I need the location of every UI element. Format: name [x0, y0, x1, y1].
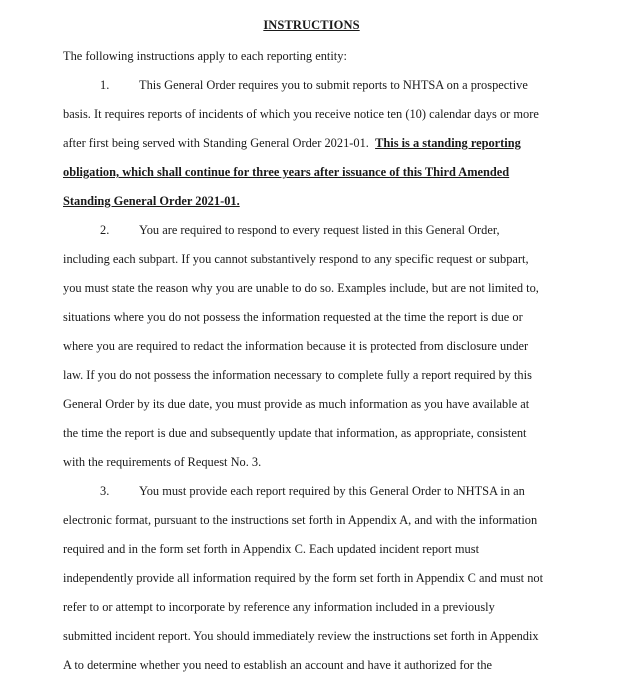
paragraph-2-line-7: General Order by its due date, you must provide as much information as you have available at [63, 397, 530, 411]
page-title: INSTRUCTIONS [263, 18, 360, 32]
paragraph-2-line-6: law. If you do not possess the information necessary to complete fully a report required by this [63, 368, 532, 382]
emphasis-text: obligation, which shall continue for three years after issuance of this Third Amended [63, 165, 510, 179]
paragraph-3-line-3: required and in the form set forth in Appendix C. Each updated incident report must [63, 542, 480, 556]
paragraph-1-text: This General Order requires you to submit reports to NHTSA on a prospective [139, 78, 528, 92]
emphasis-text: This is a standing reporting [375, 136, 521, 150]
paragraph-2-line-3: you must state the reason why you are unable to do so. Examples include, but are not limited to, [63, 281, 539, 295]
paragraph-3-line-5: refer to or attempt to incorporate by reference any information included in a previously [63, 600, 495, 614]
paragraph-3-line-7: A to determine whether you need to establish an account and have it authorized for the [63, 658, 493, 672]
paragraph-1-line-4 [63, 164, 509, 180]
paragraph-2-line-4: situations where you do not possess the information requested at the time the report is due or [63, 310, 523, 324]
emphasis-text: Standing General Order 2021-01. [63, 194, 240, 208]
paragraph-3-line-1 [100, 483, 525, 499]
paragraph-2-text: You are required to respond to every request listed in this General Order, [139, 223, 500, 237]
paragraph-1-number: 1. [100, 78, 110, 92]
paragraph-1-text: after first being served with Standing General Order 2021-01. [63, 136, 369, 150]
intro-text: The following instructions apply to each reporting entity: [63, 49, 347, 63]
paragraph-1-line-3 [63, 135, 521, 151]
paragraph-3-text: You must provide each report required by this General Order to NHTSA in an [139, 484, 525, 498]
paragraph-3-line-2: electronic format, pursuant to the instructions set forth in Appendix A, and with the information [63, 513, 538, 527]
paragraph-1-line-5 [63, 193, 240, 209]
paragraph-2-line-9: with the requirements of Request No. 3. [63, 455, 262, 469]
paragraph-1-line-2: basis. It requires reports of incidents of which you receive notice ten (10) calendar days or more [63, 107, 539, 121]
paragraph-2-line-2: including each subpart. If you cannot substantively respond to any specific request or subpart, [63, 252, 529, 266]
paragraph-2-line-8: the time the report is due and subsequently update that information, as appropriate, consistent [63, 426, 527, 440]
paragraph-3-number: 3. [100, 484, 110, 498]
paragraph-3-line-4: independently provide all information required by the form set forth in Appendix C and must not [63, 571, 544, 585]
paragraph-2-line-1 [100, 222, 500, 238]
paragraph-2-line-5: where you are required to redact the information because it is protected from disclosure under [63, 339, 529, 353]
paragraph-1-line-1 [100, 77, 528, 93]
paragraph-2-number: 2. [100, 223, 110, 237]
paragraph-3-line-6: submitted incident report. You should immediately review the instructions set forth in Appendix [63, 629, 539, 643]
